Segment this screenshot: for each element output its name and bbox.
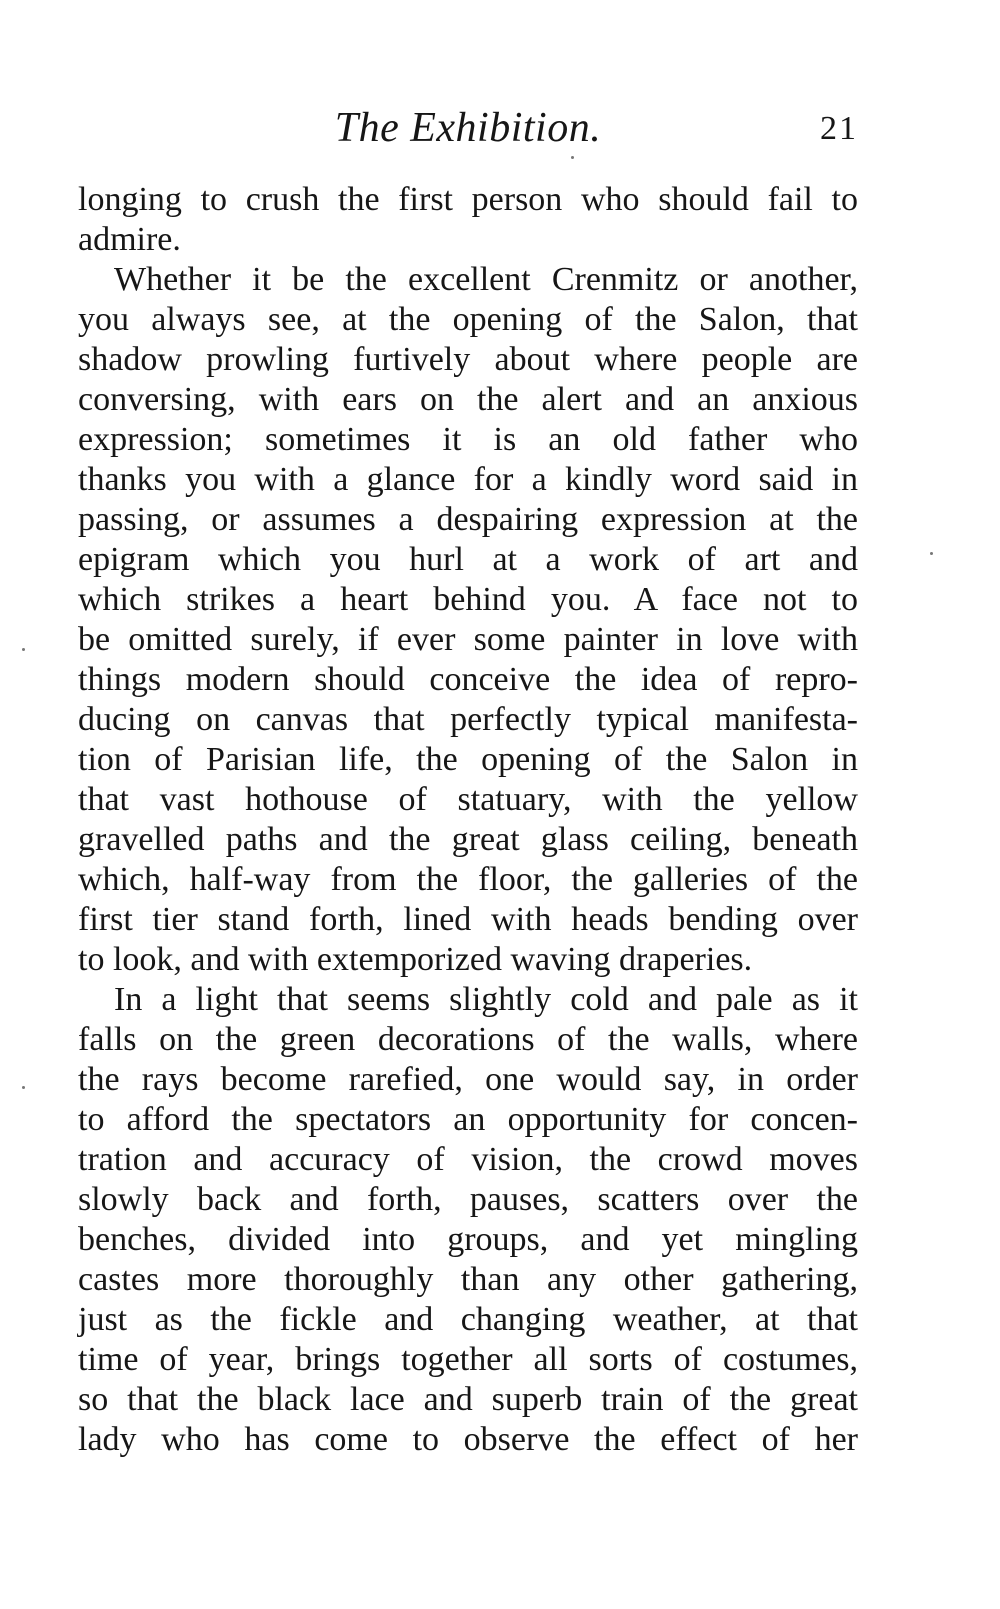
text-line: shadow prowling furtively about where people are bbox=[78, 341, 858, 378]
scan-speck bbox=[22, 648, 25, 651]
text-line: longing to crush the first person who should fail to bbox=[78, 181, 858, 218]
text-line: first tier stand forth, lined with heads bending over bbox=[78, 901, 858, 938]
text-line: which strikes a heart behind you. A face not to bbox=[78, 581, 858, 618]
text-line: In a light that seems slightly cold and pale as it bbox=[114, 981, 858, 1018]
text-line: lady who has come to observe the effect of her bbox=[78, 1421, 858, 1458]
text-line: conversing, with ears on the alert and an anxious bbox=[78, 381, 858, 418]
running-head bbox=[78, 98, 858, 158]
body-text bbox=[78, 180, 858, 1460]
text-line: that vast hothouse of statuary, with the yellow bbox=[78, 781, 858, 818]
text-line: be omitted surely, if ever some painter in love with bbox=[78, 621, 858, 658]
scan-speck bbox=[22, 1086, 25, 1089]
running-title: The Exhibition. bbox=[334, 105, 602, 151]
text-line: tion of Parisian life, the opening of the Salon in bbox=[78, 741, 858, 778]
text-line: which, half-way from the floor, the galleries of the bbox=[78, 861, 858, 898]
text-line: castes more thoroughly than any other gathering, bbox=[78, 1261, 858, 1298]
text-line: to afford the spectators an opportunity for concen- bbox=[78, 1101, 858, 1138]
page-number: 21 bbox=[820, 110, 858, 147]
scan-speck bbox=[930, 552, 933, 555]
text-line: thanks you with a glance for a kindly word said in bbox=[78, 461, 858, 498]
text-line: tration and accuracy of vision, the crowd moves bbox=[78, 1141, 858, 1178]
text-line: Whether it be the excellent Crenmitz or another, bbox=[114, 261, 858, 298]
text-line: falls on the green decorations of the walls, where bbox=[78, 1021, 858, 1058]
text-line: admire. bbox=[78, 221, 181, 258]
text-line: benches, divided into groups, and yet mingling bbox=[78, 1221, 858, 1258]
text-line: epigram which you hurl at a work of art and bbox=[78, 541, 858, 578]
text-line: the rays become rarefied, one would say, in order bbox=[78, 1061, 858, 1098]
text-line: so that the black lace and superb train of the great bbox=[78, 1381, 858, 1418]
text-line: gravelled paths and the great glass ceiling, beneath bbox=[78, 821, 858, 858]
scan-speck bbox=[571, 156, 574, 159]
text-line: you always see, at the opening of the Salon, that bbox=[78, 301, 858, 338]
text-line: slowly back and forth, pauses, scatters over the bbox=[78, 1181, 858, 1218]
text-line: to look, and with extemporized waving draperies. bbox=[78, 941, 753, 978]
text-line: just as the fickle and changing weather, at that bbox=[78, 1301, 858, 1338]
text-line: time of year, brings together all sorts of costumes, bbox=[78, 1341, 858, 1378]
text-line: expression; sometimes it is an old father who bbox=[78, 421, 858, 458]
text-line: ducing on canvas that perfectly typical manifesta- bbox=[78, 701, 858, 738]
text-line: things modern should conceive the idea of repro- bbox=[78, 661, 858, 698]
text-line: passing, or assumes a despairing expression at the bbox=[78, 501, 858, 538]
